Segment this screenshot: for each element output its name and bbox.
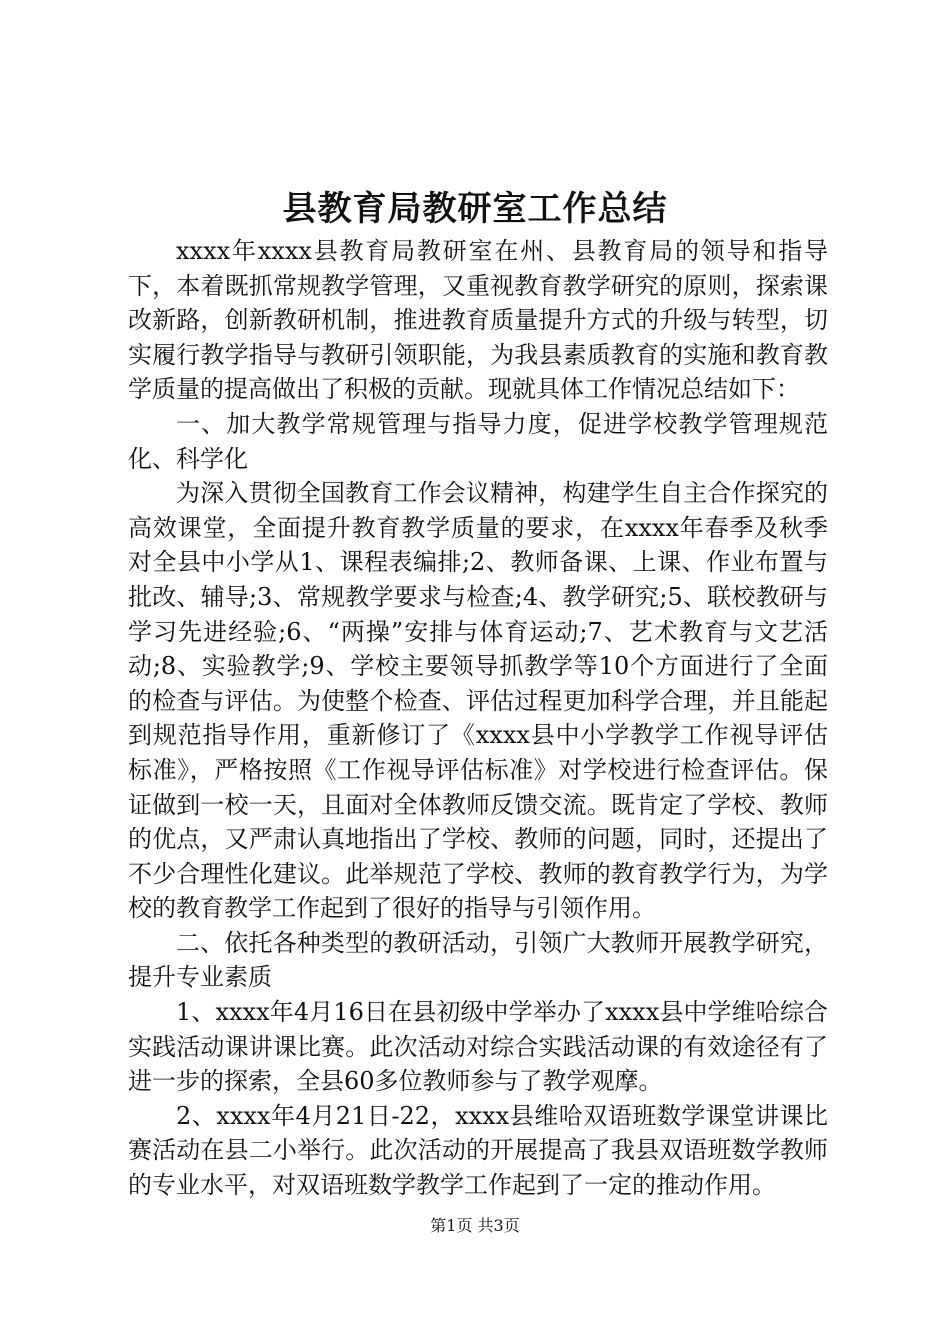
- section-heading-1: 一、加大教学常规管理与指导力度，促进学校教学管理规范化、科学化: [128, 409, 828, 473]
- document-title: 县教育局教研室工作总结: [282, 189, 668, 229]
- section-heading-2: 二、依托各种类型的教研活动，引领广大教师开展教学研究，提升专业素质: [128, 928, 828, 992]
- section-2-item-2: 2、xxxx年4月21日-22，xxxx县维哈双语班数学课堂讲课比赛活动在县二小举行。此次活动的开展提高了我县双语班数学教师的专业水平，对双语班数学教学工作起到了一定的推动作用。: [128, 1101, 828, 1200]
- document-body: [128, 234, 828, 1203]
- intro-paragraph: xxxx年xxxx县教育局教研室在州、县教育局的领导和指导下，本着既抓常规教学管理，又重视教育教学研究的原则，探索课改新路，创新教研机制，推进教育质量提升方式的升级与转型，切实履行教学指导与教研引领职能，为我县素质教育的实施和教育教学质量的提高做出了积极的贡献。现就具体工作情况总结如下：: [128, 237, 828, 404]
- section-2-item-1: 1、xxxx年4月16日在县初级中学举办了xxxx县中学维哈综合实践活动课讲课比赛。此次活动对综合实践活动课的有效途径有了进一步的探索，全县60多位教师参与了教学观摩。: [128, 998, 828, 1096]
- page-number-footer: 第1页 共3页: [430, 1216, 520, 1235]
- section-1-paragraph: 为深入贯彻全国教育工作会议精神，构建学生自主合作探究的高效课堂，全面提升教育教学质量的要求，在xxxx年春季及秋季对全县中小学从1、课程表编排;2、教师备课、上课、作业布置与批改、辅导;3、常规教学要求与检查;4、教学研究;5、联校教研与学习先进经验;6、“两操”安排与体育运动;7、艺术教育与文艺活动;8、实验教学;9、学校主要领导抓教学等10个方面进行了全面的检查与评估。为使整个检查、评估过程更加科学合理，并且能起到规范指导作用，重新修订了《xxxx县中小学教学工作视导评估标准》，严格按照《工作视导评估标准》对学校进行检查评估。保证做到一校一天，且面对全体教师反馈交流。既肯定了学校、教师的优点，又严肃认真地指出了学校、教师的问题，同时，还提出了不少合理性化建议。此举规范了学校、教师的教育教学行为，为学校的教育教学工作起到了很好的指导与引领作用。: [128, 479, 828, 923]
